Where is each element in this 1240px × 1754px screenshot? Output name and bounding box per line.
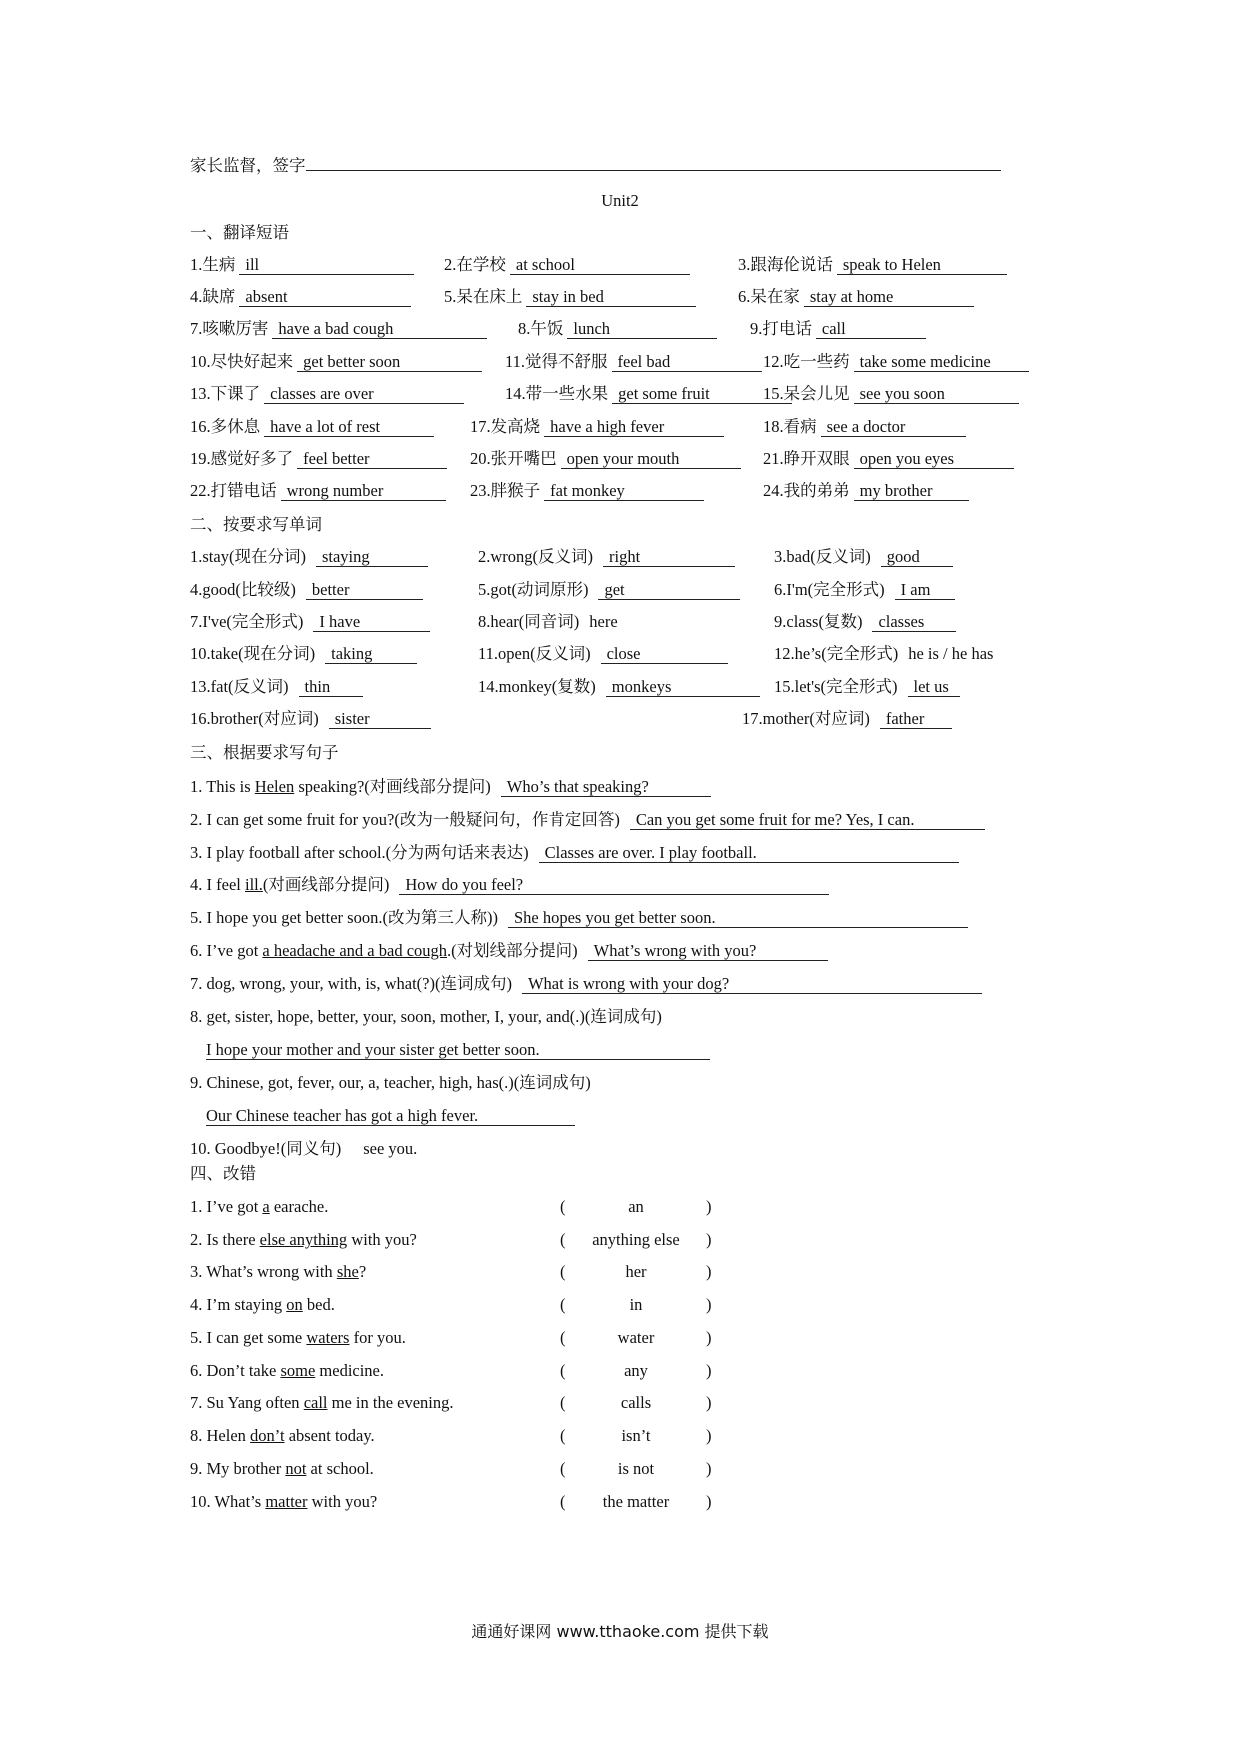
sentence-prompt: 10. Goodbye!(同义句) xyxy=(190,1139,342,1158)
sentence-prompt: 8. get, sister, hope, better, your, soon, mother, I, your, and(.)(连词成句) xyxy=(190,1007,662,1026)
word-answer: I am xyxy=(895,581,955,600)
sentence-answer: What is wrong with your dog? xyxy=(522,975,982,994)
phrase-label: 16.多休息 xyxy=(190,417,261,436)
correction-sentence: 6. Don’t take xyxy=(190,1361,281,1380)
sentence-item xyxy=(190,809,985,831)
phrase-answer: my brother xyxy=(854,482,969,501)
phrase-item xyxy=(190,351,482,373)
correction-sentence: 5. I can get some xyxy=(190,1328,307,1347)
correction-sentence-suffix: bed. xyxy=(302,1295,335,1314)
phrase-label: 3.跟海伦说话 xyxy=(738,255,833,274)
phrase-label: 14.带一些水果 xyxy=(505,384,609,403)
word-item xyxy=(774,643,993,665)
correction-sentence: 7. Su Yang often xyxy=(190,1393,304,1412)
phrase-answer: speak to Helen xyxy=(837,256,1007,275)
word-item xyxy=(742,708,952,730)
sentence-item xyxy=(190,842,959,864)
close-paren: ) xyxy=(706,1262,712,1281)
phrase-answer: call xyxy=(816,320,926,339)
correction-item xyxy=(190,1458,374,1480)
phrase-answer: lunch xyxy=(567,320,717,339)
word-item xyxy=(190,708,431,730)
phrase-answer: stay in bed xyxy=(526,288,696,307)
close-paren: ) xyxy=(706,1459,712,1478)
phrase-answer: at school xyxy=(510,256,690,275)
phrase-item xyxy=(750,318,926,340)
correction-item xyxy=(190,1229,417,1251)
phrase-answer: feel better xyxy=(297,450,447,469)
sentence-item xyxy=(190,776,711,798)
phrase-answer: have a bad cough xyxy=(272,320,487,339)
correction-item xyxy=(190,1294,335,1316)
phrase-label: 4.缺席 xyxy=(190,287,236,306)
signature-line xyxy=(190,155,1001,177)
word-answer: monkeys xyxy=(606,678,760,697)
sentence-item xyxy=(190,940,828,962)
word-label: 11.open(反义词) xyxy=(478,644,591,663)
correction-sentence-suffix: with you? xyxy=(347,1230,417,1249)
phrase-label: 19.感觉好多了 xyxy=(190,449,294,468)
sentence-item xyxy=(190,1138,417,1160)
correction-sentence: 8. Helen xyxy=(190,1426,251,1445)
word-answer: taking xyxy=(325,645,417,664)
phrase-label: 22.打错电话 xyxy=(190,481,277,500)
word-answer: here xyxy=(589,612,618,631)
sentence-prompt-suffix: speaking?(对画线部分提问) xyxy=(294,777,491,796)
close-paren: ) xyxy=(706,1230,712,1249)
word-item xyxy=(774,546,953,568)
word-item xyxy=(190,643,417,665)
word-label: 14.monkey(复数) xyxy=(478,677,596,696)
word-label: 3.bad(反义词) xyxy=(774,547,871,566)
close-paren: ) xyxy=(706,1492,712,1511)
footer-text: 通通好课网 www.tthaoke.com 提供下载 xyxy=(471,1622,769,1641)
phrase-answer: open your mouth xyxy=(561,450,741,469)
sentence-underlined: a headache and a bad cough xyxy=(262,941,448,960)
word-label: 16.brother(对应词) xyxy=(190,709,319,728)
word-item xyxy=(774,611,956,633)
sentence-item xyxy=(190,907,968,929)
phrase-label: 7.咳嗽厉害 xyxy=(190,319,269,338)
word-item xyxy=(190,579,423,601)
phrase-answer: feel bad xyxy=(612,353,762,372)
phrase-label: 18.看病 xyxy=(763,417,817,436)
word-answer: he is / he has xyxy=(908,644,994,663)
section-2-title: 二、按要求写单词 xyxy=(190,515,322,534)
word-answer: classes xyxy=(872,613,956,632)
correction-error: a xyxy=(262,1197,270,1216)
correction-answer: the matter xyxy=(602,1492,670,1511)
signature-label: 家长监督，签字 xyxy=(190,156,306,175)
word-answer: right xyxy=(603,548,735,567)
phrase-answer: wrong number xyxy=(281,482,446,501)
phrase-item xyxy=(763,416,966,438)
word-label: 6.I'm(完全形式) xyxy=(774,580,885,599)
section-4-title: 四、改错 xyxy=(190,1164,256,1183)
word-item xyxy=(478,643,728,665)
correction-sentence: 10. What’s xyxy=(190,1492,266,1511)
correction-error: don’t xyxy=(250,1426,285,1445)
phrase-item xyxy=(190,448,447,470)
correction-answer: calls xyxy=(620,1393,652,1412)
phrase-item xyxy=(738,286,974,308)
word-label: 5.got(动词原形) xyxy=(478,580,589,599)
phrase-item xyxy=(518,318,717,340)
correction-sentence: 1. I’ve got xyxy=(190,1197,263,1216)
word-item xyxy=(478,579,740,601)
word-label: 4.good(比较级) xyxy=(190,580,296,599)
phrase-label: 1.生病 xyxy=(190,255,236,274)
word-answer: sister xyxy=(329,710,431,729)
word-answer: staying xyxy=(316,548,428,567)
correction-sentence-suffix: with you? xyxy=(307,1492,378,1511)
sentence-item xyxy=(190,1006,662,1028)
phrase-label: 23.胖猴子 xyxy=(470,481,541,500)
open-paren: ( xyxy=(560,1459,566,1478)
open-paren: ( xyxy=(560,1295,566,1314)
phrase-label: 9.打电话 xyxy=(750,319,812,338)
sentence-answer: How do you feel? xyxy=(399,876,829,895)
sentence-answer: She hopes you get better soon. xyxy=(508,909,968,928)
phrase-label: 12.吃一些药 xyxy=(763,352,850,371)
word-item xyxy=(190,676,363,698)
phrase-answer: absent xyxy=(239,288,411,307)
word-label: 1.stay(现在分词) xyxy=(190,547,306,566)
word-label: 7.I've(完全形式) xyxy=(190,612,304,631)
sentence-underlined: ill. xyxy=(244,875,263,894)
correction-sentence: 9. My brother xyxy=(190,1459,286,1478)
close-paren: ) xyxy=(706,1295,712,1314)
sentence-answer: Who’s that speaking? xyxy=(501,778,711,797)
phrase-item xyxy=(190,318,487,340)
correction-answer: anything else xyxy=(592,1230,680,1249)
correction-item xyxy=(190,1491,377,1513)
phrase-label: 13.下课了 xyxy=(190,384,261,403)
phrase-label: 20.张开嘴巴 xyxy=(470,449,557,468)
word-answer: let us xyxy=(908,678,960,697)
word-label: 15.let's(完全形式) xyxy=(774,677,898,696)
section-3-title: 三、根据要求写句子 xyxy=(190,743,339,762)
sentence-item xyxy=(190,1072,591,1094)
word-item xyxy=(774,676,960,698)
correction-item xyxy=(190,1196,328,1218)
phrase-answer: see a doctor xyxy=(821,418,966,437)
correction-answer: water xyxy=(617,1328,655,1347)
correction-error: else anything xyxy=(259,1230,348,1249)
open-paren: ( xyxy=(560,1361,566,1380)
phrase-label: 17.发高烧 xyxy=(470,417,541,436)
word-label: 13.fat(反义词) xyxy=(190,677,289,696)
phrase-item xyxy=(738,254,1007,276)
word-label: 8.hear(同音词) xyxy=(478,612,580,631)
sentence-prompt: 6. I’ve got xyxy=(190,941,263,960)
correction-sentence-suffix: for you. xyxy=(349,1328,406,1347)
sentence-item xyxy=(190,973,982,995)
phrase-answer: classes are over xyxy=(264,385,464,404)
phrase-item xyxy=(190,254,414,276)
phrase-item xyxy=(470,448,741,470)
word-answer: thin xyxy=(299,678,363,697)
phrase-label: 21.睁开双眼 xyxy=(763,449,850,468)
word-item xyxy=(478,611,618,633)
sentence-answer: Our Chinese teacher has got a high fever. xyxy=(206,1107,575,1126)
phrase-item xyxy=(444,254,690,276)
open-paren: ( xyxy=(560,1492,566,1511)
close-paren: ) xyxy=(706,1197,712,1216)
open-paren: ( xyxy=(560,1426,566,1445)
phrase-answer: have a high fever xyxy=(544,418,724,437)
word-label: 17.mother(对应词) xyxy=(742,709,870,728)
sentence-underlined: Helen xyxy=(254,777,295,796)
correction-sentence-suffix: medicine. xyxy=(315,1361,385,1380)
sentence-answer: Classes are over. I play football. xyxy=(539,844,959,863)
correction-error: she xyxy=(336,1262,359,1281)
word-item xyxy=(190,611,430,633)
sentence-answer-line xyxy=(206,1105,575,1127)
correction-sentence: 3. What’s wrong with xyxy=(190,1262,337,1281)
phrase-label: 2.在学校 xyxy=(444,255,506,274)
word-answer: close xyxy=(601,645,728,664)
word-item xyxy=(190,546,428,568)
phrase-item xyxy=(763,480,969,502)
correction-item xyxy=(190,1327,406,1349)
word-answer: get xyxy=(598,581,740,600)
correction-item xyxy=(190,1360,384,1382)
phrase-label: 24.我的弟弟 xyxy=(763,481,850,500)
sentence-answer: I hope your mother and your sister get better soon. xyxy=(206,1041,710,1060)
close-paren: ) xyxy=(706,1361,712,1380)
correction-answer: is not xyxy=(617,1459,655,1478)
phrase-answer: fat monkey xyxy=(544,482,704,501)
phrase-item xyxy=(505,383,792,405)
phrase-item xyxy=(190,286,411,308)
phrase-item xyxy=(763,351,1029,373)
close-paren: ) xyxy=(706,1393,712,1412)
section-1-title: 一、翻译短语 xyxy=(190,223,289,242)
phrase-item xyxy=(763,448,1014,470)
sentence-answer: What’s wrong with you? xyxy=(588,942,828,961)
phrase-answer: ill xyxy=(239,256,414,275)
word-answer: father xyxy=(880,710,952,729)
signature-blank xyxy=(306,156,1001,171)
phrase-answer: have a lot of rest xyxy=(264,418,434,437)
phrase-answer: take some medicine xyxy=(854,353,1029,372)
phrase-label: 5.呆在床上 xyxy=(444,287,523,306)
phrase-item xyxy=(190,383,464,405)
open-paren: ( xyxy=(560,1262,566,1281)
word-answer: better xyxy=(306,581,423,600)
correction-item xyxy=(190,1392,454,1414)
phrase-label: 10.尽快好起来 xyxy=(190,352,294,371)
sentence-prompt-suffix: (对画线部分提问) xyxy=(262,875,390,894)
phrase-item xyxy=(470,416,724,438)
word-answer: I have xyxy=(313,613,430,632)
word-label: 12.he’s(完全形式) xyxy=(774,644,899,663)
correction-error: call xyxy=(303,1393,328,1412)
sentence-answer: see you. xyxy=(363,1139,418,1158)
sentence-item xyxy=(190,874,829,896)
correction-error: matter xyxy=(265,1492,308,1511)
sentence-answer-line xyxy=(206,1039,710,1061)
open-paren: ( xyxy=(560,1393,566,1412)
sentence-prompt: 3. I play football after school.(分为两句话来表达) xyxy=(190,843,529,862)
word-label: 2.wrong(反义词) xyxy=(478,547,594,566)
correction-sentence: 2. Is there xyxy=(190,1230,260,1249)
phrase-answer: open you eyes xyxy=(854,450,1014,469)
correction-sentence-suffix: earache. xyxy=(269,1197,329,1216)
sentence-prompt: 1. This is xyxy=(190,777,255,796)
sentence-prompt: 9. Chinese, got, fever, our, a, teacher, high, has(.)(连词成句) xyxy=(190,1073,591,1092)
sentence-prompt: 5. I hope you get better soon.(改为第三人称)) xyxy=(190,908,498,927)
word-label: 9.class(复数) xyxy=(774,612,863,631)
sentence-prompt: 2. I can get some fruit for you?(改为一般疑问句，作肯定回答) xyxy=(190,810,620,829)
phrase-answer: get better soon xyxy=(297,353,482,372)
close-paren: ) xyxy=(706,1328,712,1347)
correction-sentence-suffix: absent today. xyxy=(284,1426,375,1445)
correction-answer: in xyxy=(629,1295,643,1314)
correction-error: not xyxy=(285,1459,307,1478)
word-answer: good xyxy=(881,548,953,567)
correction-sentence-suffix: ? xyxy=(358,1262,367,1281)
correction-error: some xyxy=(280,1361,316,1380)
correction-error: on xyxy=(286,1295,303,1314)
sentence-prompt: 4. I feel xyxy=(190,875,245,894)
correction-sentence-suffix: at school. xyxy=(306,1459,374,1478)
phrase-answer: get some fruit xyxy=(612,385,792,404)
phrase-answer: see you soon xyxy=(854,385,1019,404)
phrase-item xyxy=(190,480,446,502)
sentence-prompt: 7. dog, wrong, your, with, is, what(?)(连词成句) xyxy=(190,974,512,993)
close-paren: ) xyxy=(706,1426,712,1445)
word-item xyxy=(774,579,955,601)
phrase-item xyxy=(190,416,434,438)
correction-answer: her xyxy=(625,1262,647,1281)
phrase-label: 8.午饭 xyxy=(518,319,564,338)
unit-title: Unit2 xyxy=(601,191,639,210)
sentence-answer: Can you get some fruit for me? Yes, I can. xyxy=(630,811,985,830)
open-paren: ( xyxy=(560,1197,566,1216)
phrase-label: 11.觉得不舒服 xyxy=(505,352,608,371)
word-item xyxy=(478,676,760,698)
correction-answer: an xyxy=(628,1197,644,1216)
phrase-item xyxy=(470,480,704,502)
word-label: 10.take(现在分词) xyxy=(190,644,316,663)
word-item xyxy=(478,546,735,568)
correction-item xyxy=(190,1425,375,1447)
correction-answer: isn’t xyxy=(621,1426,651,1445)
phrase-item xyxy=(444,286,696,308)
correction-answer: any xyxy=(624,1361,648,1380)
correction-item xyxy=(190,1261,366,1283)
correction-sentence: 4. I’m staying xyxy=(190,1295,287,1314)
sentence-prompt-suffix: .(对划线部分提问) xyxy=(447,941,578,960)
correction-error: waters xyxy=(306,1328,350,1347)
phrase-label: 6.呆在家 xyxy=(738,287,800,306)
phrase-item xyxy=(505,351,762,373)
phrase-label: 15.呆会儿见 xyxy=(763,384,850,403)
correction-sentence-suffix: me in the evening. xyxy=(327,1393,454,1412)
open-paren: ( xyxy=(560,1230,566,1249)
open-paren: ( xyxy=(560,1328,566,1347)
phrase-item xyxy=(763,383,1019,405)
phrase-answer: stay at home xyxy=(804,288,974,307)
